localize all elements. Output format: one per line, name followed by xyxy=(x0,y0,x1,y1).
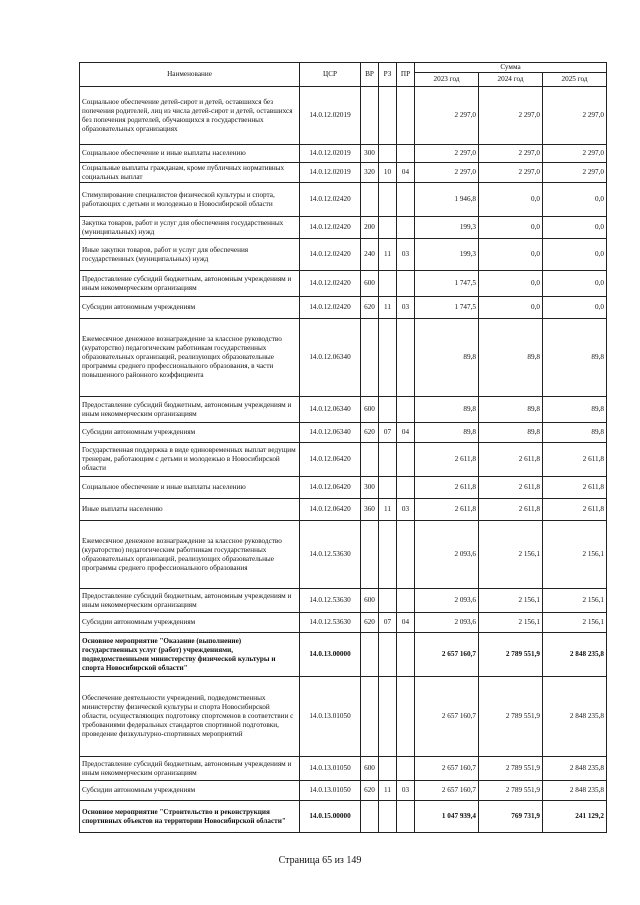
row-name: Предоставление субсидий бюджетным, автономным учреждениям и иным некоммерческим организациям xyxy=(80,271,300,297)
row-vr xyxy=(361,633,379,677)
row-sum-2025: 241 129,2 xyxy=(543,801,607,833)
row-vr: 600 xyxy=(361,589,379,613)
row-vr: 600 xyxy=(361,397,379,423)
row-rz xyxy=(379,477,397,499)
row-name: Стимулирование специалистов физической культуры и спорта, работающих с детьми и молодежью в Новосибирской области xyxy=(80,183,300,217)
row-sum-2023: 89,8 xyxy=(415,319,479,397)
row-name: Предоставление субсидий бюджетным, автономным учреждениям и иным некоммерческим организациям xyxy=(80,589,300,613)
table-row xyxy=(80,319,607,397)
row-csr: 14.0.12.02019 xyxy=(300,87,361,145)
row-rz xyxy=(379,271,397,297)
row-csr: 14.0.13.00000 xyxy=(300,633,361,677)
row-sum-2025: 2 156,1 xyxy=(543,521,607,589)
row-csr: 14.0.12.02420 xyxy=(300,217,361,239)
col-header-year-2024: 2024 год xyxy=(479,73,543,87)
table-row xyxy=(80,589,607,613)
row-vr xyxy=(361,521,379,589)
col-header-sum: Сумма xyxy=(415,63,607,73)
row-sum-2024: 0,0 xyxy=(479,271,543,297)
row-csr: 14.0.12.06340 xyxy=(300,397,361,423)
table-row xyxy=(80,521,607,589)
row-pr xyxy=(397,217,415,239)
col-header-name: Наименование xyxy=(80,63,300,87)
row-sum-2024: 0,0 xyxy=(479,217,543,239)
row-pr xyxy=(397,271,415,297)
row-sum-2023: 2 297,0 xyxy=(415,87,479,145)
row-sum-2024: 2 789 551,9 xyxy=(479,781,543,801)
row-sum-2025: 2 297,0 xyxy=(543,87,607,145)
table-row xyxy=(80,297,607,319)
row-csr: 14.0.12.06340 xyxy=(300,423,361,443)
row-sum-2023: 2 611,8 xyxy=(415,443,479,477)
table-row xyxy=(80,613,607,633)
row-sum-2025: 2 611,8 xyxy=(543,477,607,499)
row-name: Социальное обеспечение детей-сирот и детей, оставшихся без попечения родителей, лиц из числа детей-сирот и детей, оставшихся без попечения родителей, обучающихся в государственных образовательных организациях xyxy=(80,87,300,145)
row-sum-2024: 89,8 xyxy=(479,319,543,397)
table-row xyxy=(80,633,607,677)
row-sum-2023: 2 657 160,7 xyxy=(415,757,479,781)
row-rz xyxy=(379,521,397,589)
budget-table xyxy=(79,62,607,833)
table-row xyxy=(80,271,607,297)
row-sum-2024: 89,8 xyxy=(479,423,543,443)
row-rz: 07 xyxy=(379,613,397,633)
row-sum-2024: 769 731,9 xyxy=(479,801,543,833)
row-sum-2025: 0,0 xyxy=(543,239,607,271)
row-pr xyxy=(397,183,415,217)
row-csr: 14.0.13.01050 xyxy=(300,781,361,801)
row-rz xyxy=(379,87,397,145)
row-sum-2025: 0,0 xyxy=(543,271,607,297)
row-csr: 14.0.12.53630 xyxy=(300,521,361,589)
row-pr xyxy=(397,87,415,145)
page-number: Страница 65 из 149 xyxy=(278,855,362,866)
row-pr xyxy=(397,589,415,613)
row-vr: 360 xyxy=(361,499,379,521)
row-sum-2023: 2 093,6 xyxy=(415,589,479,613)
row-name: Обеспечение деятельности учреждений, подведомственных министерству физической культуры и спорта Новосибирской области, осуществляющих подготовку спортсменов в соответствии с требованиями федеральных стандартов спортивной подготовки, проведение физкультурно-спортивных мероприятий xyxy=(80,677,300,757)
row-sum-2023: 89,8 xyxy=(415,397,479,423)
row-sum-2025: 2 848 235,8 xyxy=(543,757,607,781)
table-row xyxy=(80,477,607,499)
row-csr: 14.0.12.02420 xyxy=(300,183,361,217)
row-sum-2025: 2 848 235,8 xyxy=(543,633,607,677)
row-sum-2024: 2 156,1 xyxy=(479,589,543,613)
row-name: Закупка товаров, работ и услуг для обеспечения государственных (муниципальных) нужд xyxy=(80,217,300,239)
row-rz: 11 xyxy=(379,297,397,319)
row-pr: 03 xyxy=(397,239,415,271)
row-sum-2025: 2 848 235,8 xyxy=(543,677,607,757)
row-sum-2023: 89,8 xyxy=(415,423,479,443)
row-pr: 04 xyxy=(397,613,415,633)
row-rz xyxy=(379,443,397,477)
row-vr xyxy=(361,443,379,477)
row-sum-2025: 0,0 xyxy=(543,183,607,217)
row-name: Основное мероприятие "Оказание (выполнение) государственных услуг (работ) учреждениями, подведомственными министерству физической культуры и спорта Новосибирской области" xyxy=(80,633,300,677)
table-row xyxy=(80,183,607,217)
table-row xyxy=(80,163,607,183)
row-sum-2024: 2 789 551,9 xyxy=(479,633,543,677)
row-rz xyxy=(379,183,397,217)
row-csr: 14.0.12.02420 xyxy=(300,271,361,297)
row-vr: 620 xyxy=(361,781,379,801)
row-sum-2024: 2 611,8 xyxy=(479,443,543,477)
row-sum-2023: 1 946,8 xyxy=(415,183,479,217)
table-row xyxy=(80,499,607,521)
row-rz: 07 xyxy=(379,423,397,443)
row-vr xyxy=(361,319,379,397)
row-sum-2023: 2 093,6 xyxy=(415,613,479,633)
row-sum-2024: 2 156,1 xyxy=(479,521,543,589)
row-sum-2024: 2 297,0 xyxy=(479,87,543,145)
row-name: Субсидии автономным учреждениям xyxy=(80,781,300,801)
row-pr xyxy=(397,633,415,677)
row-rz xyxy=(379,589,397,613)
table-row xyxy=(80,239,607,271)
row-vr xyxy=(361,801,379,833)
row-pr: 03 xyxy=(397,297,415,319)
row-pr xyxy=(397,443,415,477)
row-sum-2025: 2 156,1 xyxy=(543,613,607,633)
row-sum-2025: 89,8 xyxy=(543,397,607,423)
row-pr: 03 xyxy=(397,499,415,521)
row-vr xyxy=(361,183,379,217)
row-sum-2024: 2 611,8 xyxy=(479,477,543,499)
row-sum-2023: 2 297,0 xyxy=(415,163,479,183)
row-vr xyxy=(361,677,379,757)
table-row xyxy=(80,87,607,145)
row-sum-2024: 2 789 551,9 xyxy=(479,677,543,757)
row-sum-2025: 2 156,1 xyxy=(543,589,607,613)
table-row xyxy=(80,397,607,423)
row-pr: 03 xyxy=(397,781,415,801)
row-pr xyxy=(397,521,415,589)
row-sum-2024: 2 297,0 xyxy=(479,145,543,163)
row-sum-2024: 2 611,8 xyxy=(479,499,543,521)
row-pr xyxy=(397,477,415,499)
row-name: Иные выплаты населению xyxy=(80,499,300,521)
row-rz xyxy=(379,397,397,423)
row-sum-2023: 2 657 160,7 xyxy=(415,677,479,757)
row-rz xyxy=(379,801,397,833)
row-sum-2025: 2 848 235,8 xyxy=(543,781,607,801)
row-csr: 14.0.12.02019 xyxy=(300,163,361,183)
col-header-year-2025: 2025 год xyxy=(543,73,607,87)
row-pr xyxy=(397,397,415,423)
table-row xyxy=(80,757,607,781)
row-sum-2024: 0,0 xyxy=(479,239,543,271)
row-csr: 14.0.12.53630 xyxy=(300,613,361,633)
row-rz: 10 xyxy=(379,163,397,183)
table-row xyxy=(80,781,607,801)
row-rz xyxy=(379,145,397,163)
row-vr: 600 xyxy=(361,757,379,781)
row-rz: 11 xyxy=(379,499,397,521)
row-vr: 200 xyxy=(361,217,379,239)
row-name: Предоставление субсидий бюджетным, автономным учреждениям и иным некоммерческим организациям xyxy=(80,397,300,423)
row-sum-2025: 2 297,0 xyxy=(543,163,607,183)
row-rz xyxy=(379,217,397,239)
table-row xyxy=(80,677,607,757)
row-vr: 620 xyxy=(361,297,379,319)
row-sum-2025: 0,0 xyxy=(543,297,607,319)
row-csr: 14.0.12.06420 xyxy=(300,477,361,499)
row-csr: 14.0.12.06420 xyxy=(300,499,361,521)
table-row xyxy=(80,801,607,833)
col-header-year-2023: 2023 год xyxy=(415,73,479,87)
row-pr: 04 xyxy=(397,163,415,183)
row-rz xyxy=(379,757,397,781)
col-header-vr: ВР xyxy=(361,63,379,87)
row-name: Социальное обеспечение и иные выплаты населению xyxy=(80,477,300,499)
row-name: Субсидии автономным учреждениям xyxy=(80,613,300,633)
row-name: Ежемесячное денежное вознаграждение за классное руководство (кураторство) педагогическим работникам государственных образовательных организаций, реализующих образовательные программы среднего профессионального образования xyxy=(80,521,300,589)
row-vr: 600 xyxy=(361,271,379,297)
row-name: Субсидии автономным учреждениям xyxy=(80,423,300,443)
row-sum-2023: 2 093,6 xyxy=(415,521,479,589)
row-vr: 300 xyxy=(361,477,379,499)
row-rz xyxy=(379,633,397,677)
row-csr: 14.0.12.53630 xyxy=(300,589,361,613)
row-sum-2025: 2 297,0 xyxy=(543,145,607,163)
row-pr xyxy=(397,801,415,833)
row-rz: 11 xyxy=(379,781,397,801)
row-csr: 14.0.12.02420 xyxy=(300,239,361,271)
row-sum-2023: 2 297,0 xyxy=(415,145,479,163)
row-csr: 14.0.12.06420 xyxy=(300,443,361,477)
row-rz xyxy=(379,319,397,397)
table-row xyxy=(80,423,607,443)
row-sum-2023: 2 611,8 xyxy=(415,499,479,521)
row-sum-2025: 0,0 xyxy=(543,217,607,239)
row-pr xyxy=(397,757,415,781)
row-csr: 14.0.12.02019 xyxy=(300,145,361,163)
row-vr: 300 xyxy=(361,145,379,163)
row-name: Государственная поддержка в виде единовременных выплат ведущим тренерам, работающим с детьми и молодежью в Новосибирской области xyxy=(80,443,300,477)
row-sum-2023: 1 747,5 xyxy=(415,297,479,319)
row-vr xyxy=(361,87,379,145)
table-row xyxy=(80,443,607,477)
row-vr: 320 xyxy=(361,163,379,183)
table-row xyxy=(80,145,607,163)
row-vr: 240 xyxy=(361,239,379,271)
row-sum-2025: 89,8 xyxy=(543,423,607,443)
row-sum-2023: 2 611,8 xyxy=(415,477,479,499)
row-name: Предоставление субсидий бюджетным, автономным учреждениям и иным некоммерческим организациям xyxy=(80,757,300,781)
row-csr: 14.0.12.02420 xyxy=(300,297,361,319)
row-pr xyxy=(397,145,415,163)
row-pr xyxy=(397,319,415,397)
row-sum-2024: 0,0 xyxy=(479,297,543,319)
header-row-1 xyxy=(80,63,607,73)
row-name: Ежемесячное денежное вознаграждение за классное руководство (кураторство) педагогическим работникам государственных образовательных организаций, реализующих образовательные программы среднего профессионального образования, в части повышенного районного коэффициента xyxy=(80,319,300,397)
row-sum-2024: 2 297,0 xyxy=(479,163,543,183)
row-csr: 14.0.13.01050 xyxy=(300,677,361,757)
col-header-csr: ЦСР xyxy=(300,63,361,87)
row-sum-2025: 89,8 xyxy=(543,319,607,397)
row-name: Социальные выплаты гражданам, кроме публичных нормативных социальных выплат xyxy=(80,163,300,183)
row-name: Субсидии автономным учреждениям xyxy=(80,297,300,319)
row-sum-2024: 0,0 xyxy=(479,183,543,217)
row-sum-2023: 2 657 160,7 xyxy=(415,633,479,677)
row-sum-2023: 2 657 160,7 xyxy=(415,781,479,801)
table-row xyxy=(80,217,607,239)
row-sum-2024: 2 156,1 xyxy=(479,613,543,633)
row-rz xyxy=(379,677,397,757)
table-body xyxy=(80,87,607,833)
row-vr: 620 xyxy=(361,613,379,633)
row-name: Иные закупки товаров, работ и услуг для обеспечения государственных (муниципальных) нужд xyxy=(80,239,300,271)
row-csr: 14.0.13.01050 xyxy=(300,757,361,781)
row-sum-2023: 1 047 939,4 xyxy=(415,801,479,833)
row-pr xyxy=(397,677,415,757)
row-name: Основное мероприятие "Строительство и реконструкция спортивных объектов на территории Новосибирской области" xyxy=(80,801,300,833)
col-header-pr: ПР xyxy=(397,63,415,87)
row-vr: 620 xyxy=(361,423,379,443)
row-pr: 04 xyxy=(397,423,415,443)
row-rz: 11 xyxy=(379,239,397,271)
row-csr: 14.0.12.06340 xyxy=(300,319,361,397)
row-sum-2025: 2 611,8 xyxy=(543,499,607,521)
row-name: Социальное обеспечение и иные выплаты населению xyxy=(80,145,300,163)
col-header-rz: РЗ xyxy=(379,63,397,87)
row-csr: 14.0.15.00000 xyxy=(300,801,361,833)
row-sum-2025: 2 611,8 xyxy=(543,443,607,477)
row-sum-2023: 199,3 xyxy=(415,217,479,239)
row-sum-2024: 2 789 551,9 xyxy=(479,757,543,781)
row-sum-2023: 199,3 xyxy=(415,239,479,271)
row-sum-2023: 1 747,5 xyxy=(415,271,479,297)
row-sum-2024: 89,8 xyxy=(479,397,543,423)
